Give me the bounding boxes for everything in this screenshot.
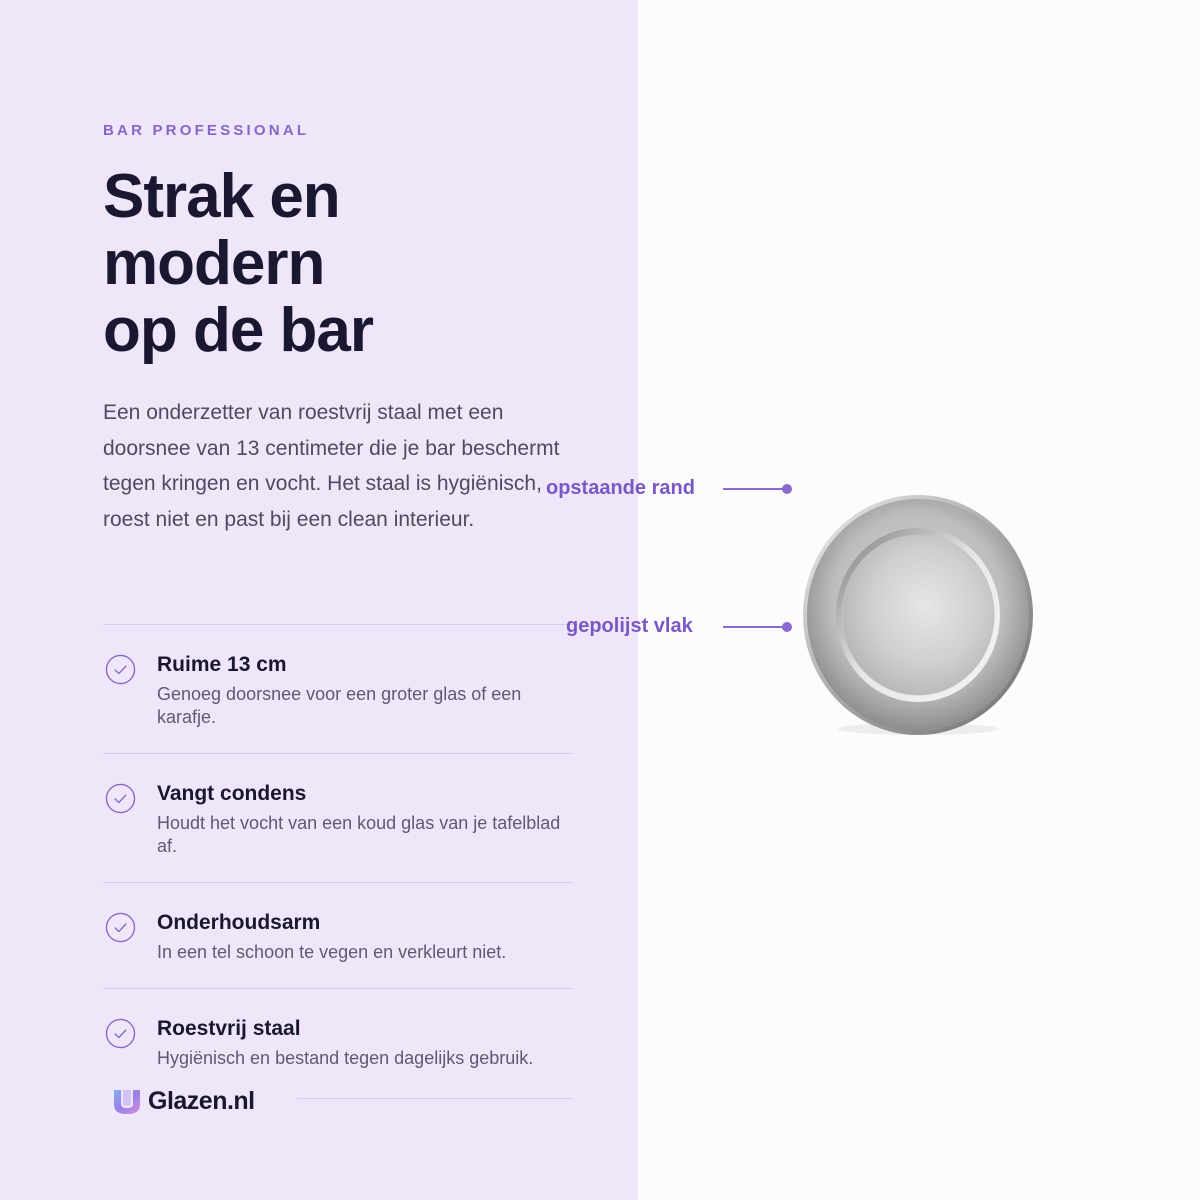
glazen-logo-icon [112, 1086, 142, 1116]
callout-face-line [723, 626, 787, 628]
feature-title: Vangt condens [157, 782, 307, 805]
callout-rim-label: opstaande rand [546, 477, 695, 499]
feature-description: Hygiënisch en bestand tegen dagelijks gebruik. [157, 1048, 534, 1068]
feature-description: In een tel schoon te vegen en verkleurt niet. [157, 942, 507, 962]
feature-title: Onderhoudsarm [157, 911, 321, 934]
title-line: op de bar [103, 296, 374, 365]
coaster-image [802, 493, 1034, 739]
feature-item [103, 625, 573, 754]
eyebrow-label: BAR PROFESSIONAL [103, 122, 310, 139]
feature-title: Roestvrij staal [157, 1017, 301, 1040]
page-title [103, 163, 523, 364]
feature-item [103, 883, 573, 989]
feature-description: Genoeg doorsnee voor een groter glas of een karafje. [157, 684, 522, 727]
callout-rim-dot [782, 484, 792, 494]
feature-list [103, 624, 573, 1070]
feature-title: Ruime 13 cm [157, 653, 287, 676]
check-circle-icon [105, 1018, 136, 1049]
feature-description: Houdt het vocht van een koud glas van je tafelblad af. [157, 813, 561, 856]
check-circle-icon [105, 783, 136, 814]
brand-footer [112, 1086, 255, 1116]
intro-paragraph: Een onderzetter van roestvrij staal met een doorsnee van 13 centimeter die je bar beschermt tegen kringen en vocht. Het staal is hygiënisch, roest niet en past bij een clean interieur. [103, 401, 560, 531]
footer-divider [297, 1098, 573, 1099]
feature-item [103, 754, 573, 883]
callout-rim-line [723, 488, 787, 490]
brand-name: Glazen.nl [148, 1086, 255, 1115]
callout-face-label: gepolijst vlak [566, 615, 693, 637]
feature-item [103, 989, 573, 1070]
title-line: Strak en [103, 162, 340, 231]
callout-face-dot [782, 622, 792, 632]
check-circle-icon [105, 912, 136, 943]
check-circle-icon [105, 654, 136, 685]
title-line: modern [103, 229, 325, 298]
